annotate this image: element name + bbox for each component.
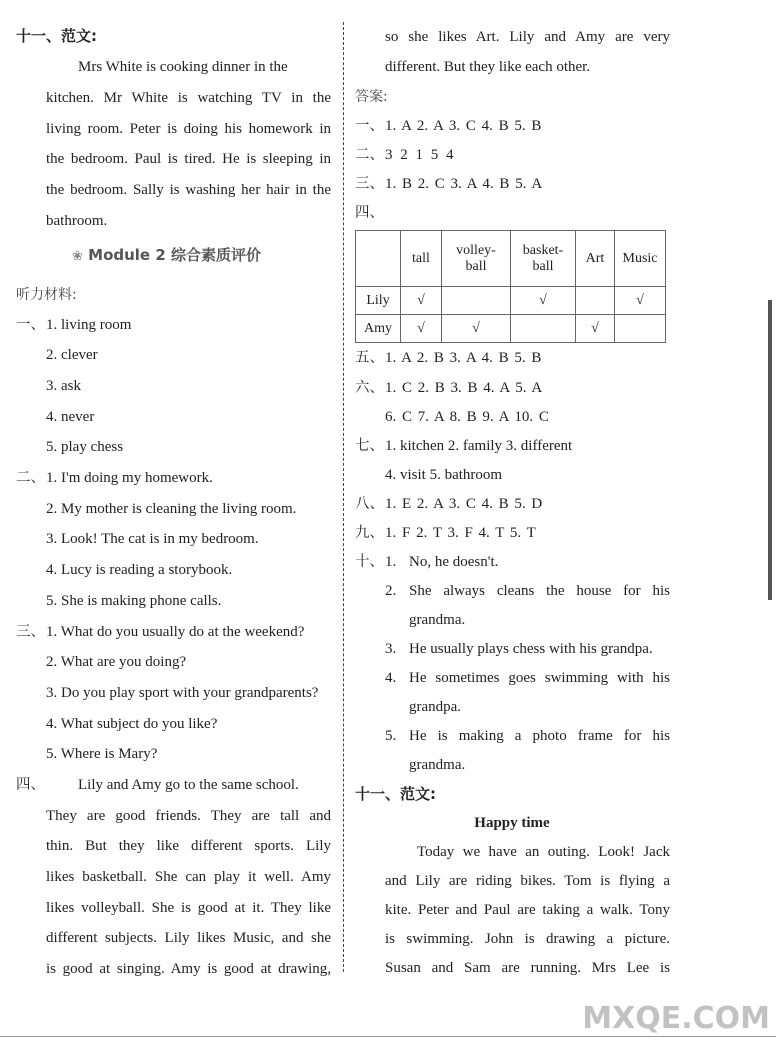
check-cell: √ [442,315,511,343]
listening-label: 听力材料: [16,287,77,303]
module-title [72,244,261,265]
passage-line: is good at singing. Amy is good at drawing, [46,961,331,977]
essay-line: Susan and Sam are running. Mrs Lee is [385,960,670,976]
essay-line: Mrs White is cooking dinner in the [78,59,288,75]
answer-item-text: She always cleans the house for his [409,583,670,599]
answer-item-number: 1. [385,554,397,570]
list-item: 4. Lucy is reading a storybook. [46,562,233,578]
table-header-cell [356,231,401,287]
check-cell [576,287,615,315]
passage-line: so she likes Art. Lily and Amy are very [385,29,670,45]
passage-line: different. But they like each other. [385,59,591,75]
answer-number: 五、 [355,350,384,366]
section-11-heading: 十一、范文: [16,27,97,45]
check-cell [511,315,576,343]
check-cell: √ [576,315,615,343]
answer-number: 九、 [355,525,384,541]
list-item: 2. My mother is cleaning the living room. [46,501,297,517]
answer-row: 1. A 2. B 3. A 4. B 5. B [385,350,542,366]
answer-item-text: He sometimes goes swimming with his [409,670,670,686]
part-number: 二、 [16,470,45,486]
answer-item-number: 2. [385,583,397,599]
answers-label: 答案: [355,89,388,105]
answer-item-text: grandpa. [409,699,462,715]
list-item: 1. I'm doing my homework. [46,470,213,486]
essay-line: is swimming. John is drawing a picture. [385,931,670,947]
answer-row: 4. visit 5. bathroom [385,467,503,483]
page-edge-bar [768,300,772,600]
passage-line: likes volleyball. She is good at it. They like [46,900,331,916]
bottom-rule [0,1036,776,1037]
column-divider [343,22,344,972]
answer-row: 1. B 2. C 3. A 4. B 5. A [385,176,543,192]
answer-row: 1. F 2. T 3. F 4. T 5. T [385,525,536,541]
passage-line: Lily and Amy go to the same school. [78,777,299,793]
answer-item-text: He usually plays chess with his grandpa. [409,641,653,657]
answer-row: 1. C 2. B 3. B 4. A 5. A [385,380,543,396]
answer-row: 1. kitchen 2. family 3. different [385,438,573,454]
table-header-cell: tall [401,231,442,287]
answer-item-text: He is making a photo frame for his [409,728,670,744]
answer-item-number: 5. [385,728,397,744]
answer-row: 3 2 1 5 4 [385,147,454,163]
list-item: 4. What subject do you like? [46,716,218,732]
essay-title: Happy time [474,815,550,831]
essay-line: kitchen. Mr White is watching TV in the [46,90,331,106]
check-cell [442,287,511,315]
essay-line: Today we have an outing. Look! Jack [417,844,670,860]
list-item: 2. clever [46,347,98,363]
answer-number: 七、 [355,438,384,454]
essay-line: the bedroom. Paul is tired. He is sleeping in [46,151,331,167]
essay-line: the bedroom. Sally is washing her hair in the [46,182,331,198]
list-item: 1. What do you usually do at the weekend? [46,624,305,640]
list-item: 4. never [46,409,95,425]
table-header-cell: Art [576,231,615,287]
answer-row: 1. E 2. A 3. C 4. B 5. D [385,496,543,512]
part-number: 三、 [16,624,45,640]
essay-line: kite. Peter and Paul are taking a walk. Tony [385,902,670,918]
answer-item-text: No, he doesn't. [409,554,499,570]
answer-number: 三、 [355,176,384,192]
list-item: 5. Where is Mary? [46,746,158,762]
row-name: Amy [356,315,401,343]
answer-item-number: 3. [385,641,397,657]
list-item: 5. She is making phone calls. [46,593,222,609]
answer-number: 二、 [355,147,384,163]
list-item: 3. ask [46,378,81,394]
check-cell: √ [511,287,576,315]
part-number: 四、 [16,777,45,793]
essay-line: living room. Peter is doing his homework in [46,121,331,137]
list-item: 3. Do you play sport with your grandparents? [46,685,319,701]
part-number: 一、 [16,317,45,333]
list-item: 1. living room [46,317,132,333]
row-name: Lily [356,287,401,315]
essay-line: bathroom. [46,213,108,229]
check-cell [615,315,666,343]
check-cell: √ [401,315,442,343]
table-row [356,287,666,315]
answer-number: 十、 [355,554,384,570]
passage-line: thin. But they like different sports. Lily [46,838,331,854]
table-header-cell: Music [615,231,666,287]
list-item: 3. Look! The cat is in my bedroom. [46,531,259,547]
passage-line: likes basketball. She can play it well. Amy [46,869,331,885]
watermark-logo: MXQE.COM [582,1001,770,1036]
section-11-heading: 十一、范文: [355,785,436,803]
answer-number: 四、 [355,205,384,221]
answer-item-text: grandma. [409,612,466,628]
paw-icon: ❀ [72,249,83,264]
answer-number: 一、 [355,118,384,134]
answer-number: 八、 [355,496,384,512]
answer-number: 六、 [355,380,384,396]
answer-item-number: 4. [385,670,397,686]
answer-row: 6. C 7. A 8. B 9. A 10. C [385,409,549,425]
check-cell: √ [401,287,442,315]
list-item: 2. What are you doing? [46,654,187,670]
table-header-cell: basket- ball [511,231,576,287]
table-row [356,315,666,343]
passage-line: different subjects. Lily likes Music, and she [46,930,331,946]
essay-line: and Lily are riding bikes. Tom is flying a [385,873,670,889]
module-title-text: Module 2 综合素质评价 [88,246,261,264]
answer-row: 1. A 2. A 3. C 4. B 5. B [385,118,542,134]
passage-line: They are good friends. They are tall and [46,808,331,824]
answer-table [355,230,666,343]
list-item: 5. play chess [46,439,124,455]
table-header-cell: volley- ball [442,231,511,287]
answer-item-text: grandma. [409,757,466,773]
check-cell: √ [615,287,666,315]
